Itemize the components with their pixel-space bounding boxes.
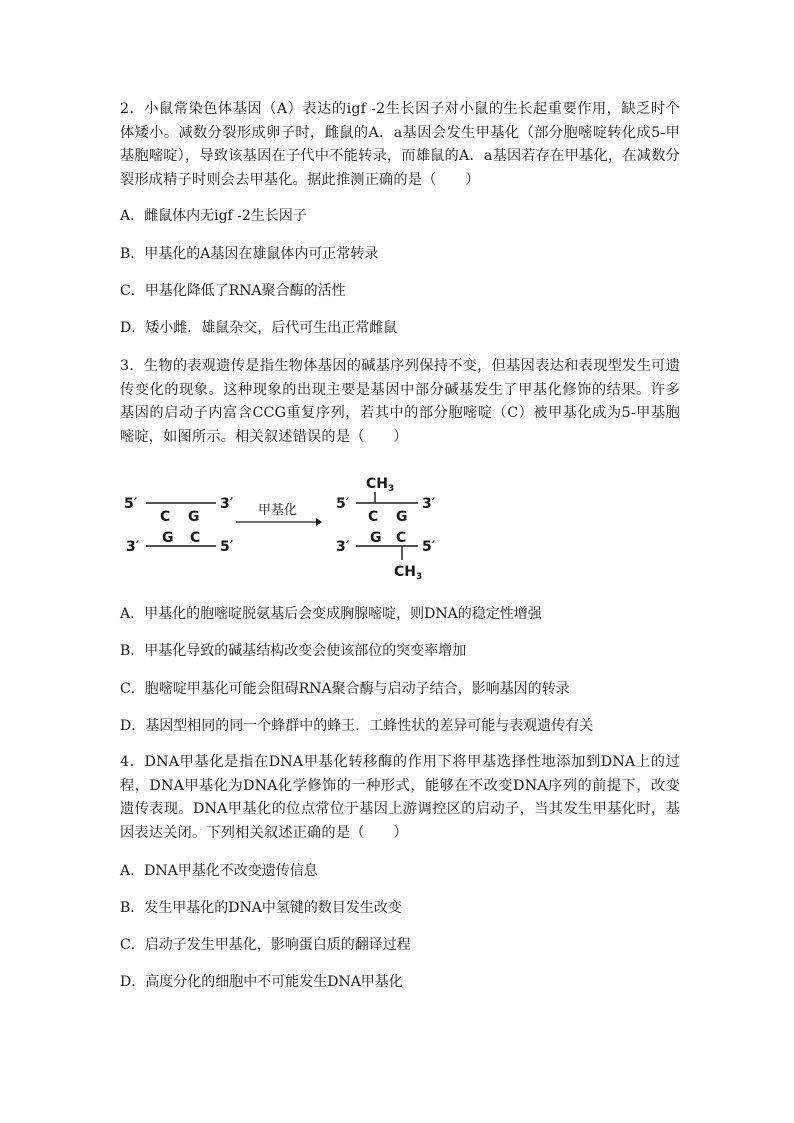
left-bottom-base-2: C xyxy=(190,530,201,546)
arrow-head xyxy=(316,518,322,526)
right-top-3-prime: 3′ xyxy=(422,496,436,512)
right-bottom-3-prime: 3′ xyxy=(336,539,350,555)
left-top-3-prime: 3′ xyxy=(220,496,234,512)
question-2-option-a[interactable]: A．雌鼠体内无igf -2生长因子 xyxy=(120,208,307,224)
question-4-option-c[interactable]: C．启动子发生甲基化，影响蛋白质的翻译过程 xyxy=(120,937,411,953)
left-top-base-2: G xyxy=(188,509,200,525)
left-bottom-5-prime: 5′ xyxy=(220,539,234,555)
question-4-option-b[interactable]: B．发生甲基化的DNA中氢键的数目发生改变 xyxy=(120,900,402,916)
question-2-option-d[interactable]: D．矮小雌．雄鼠杂交，后代可生出正常雌鼠 xyxy=(120,320,398,336)
question-3-option-d[interactable]: D．基因型相同的同一个蜂群中的蜂王．工蜂性状的差异可能与表观遗传有关 xyxy=(120,718,594,734)
question-4-stem: 4．DNA甲基化是指在DNA甲基化转移酶的作用下将甲基选择性地添加到DNA上的过程，DNA甲基化为DNA化学修饰的一种形式，能够在不改变DNA序列的前提下，改变遗传表现。DNA甲基化的位点常位于基因上游调控区的启动子，当其发生甲基化时，基因表达关闭。下列相关叙述正确的是（ ） xyxy=(120,754,680,841)
right-top-base-1: C xyxy=(368,509,379,525)
question-4-option-a[interactable]: A．DNA甲基化不改变遗传信息 xyxy=(120,863,318,879)
question-3 xyxy=(120,355,680,449)
question-2-option-b[interactable]: B．甲基化的A基因在雄鼠体内可正常转录 xyxy=(120,246,379,262)
left-top-5-prime: 5′ xyxy=(124,496,138,512)
question-4 xyxy=(120,751,680,845)
question-3-option-c[interactable]: C．胞嘧啶甲基化可能会阻碍RNA聚合酶与启动子结合，影响基因的转录 xyxy=(120,681,570,697)
left-top-base-1: C xyxy=(160,509,171,525)
right-bottom-5-prime: 5′ xyxy=(422,539,436,555)
left-bottom-base-1: G xyxy=(162,530,174,546)
question-2 xyxy=(120,98,680,192)
question-2-option-c[interactable]: C．甲基化降低了RNA聚合酶的活性 xyxy=(120,283,346,299)
methyl-top: $CH_3$ xyxy=(366,476,395,494)
left-bottom-3-prime: 3′ xyxy=(126,539,140,555)
methylation-diagram-svg xyxy=(118,470,448,585)
arrow-label: 甲基化 xyxy=(258,503,298,518)
methylation-diagram xyxy=(118,470,448,585)
right-bottom-base-1: G xyxy=(370,530,382,546)
right-bottom-base-2: C xyxy=(396,530,407,546)
question-3-option-a[interactable]: A．甲基化的胞嘧啶脱氨基后会变成胸腺嘧啶，则DNA的稳定性增强 xyxy=(120,606,542,622)
right-top-base-2: G xyxy=(396,509,408,525)
methyl-bottom: $CH_3$ xyxy=(394,564,423,582)
right-top-5-prime: 5′ xyxy=(336,496,350,512)
question-3-option-b[interactable]: B．甲基化导致的碱基结构改变会使该部位的突变率增加 xyxy=(120,643,467,659)
question-3-stem: 3．生物的表观遗传是指生物体基因的碱基序列保持不变，但基因表达和表现型发生可遗传变化的现象。这种现象的出现主要是基因中部分碱基发生了甲基化修饰的结果。许多基因的启动子内富含CCG重复序列，若其中的部分胞嘧啶（C）被甲基化成为5-甲基胞嘧啶，如图所示。相关叙述错误的是（ ） xyxy=(120,358,680,445)
question-4-option-d[interactable]: D．高度分化的细胞中不可能发生DNA甲基化 xyxy=(120,974,403,990)
question-2-stem: 2．小鼠常染色体基因（A）表达的igf -2生长因子对小鼠的生长起重要作用，缺乏时个体矮小。减数分裂形成卵子时，雌鼠的A．a基因会发生甲基化（部分胞嘧啶转化成5-甲基胞嘧啶），导致该基因在子代中不能转录，而雄鼠的A．a基因若存在甲基化，在减数分裂形成精子时则会去甲基化。据此推测正确的是（ ） xyxy=(120,101,680,188)
